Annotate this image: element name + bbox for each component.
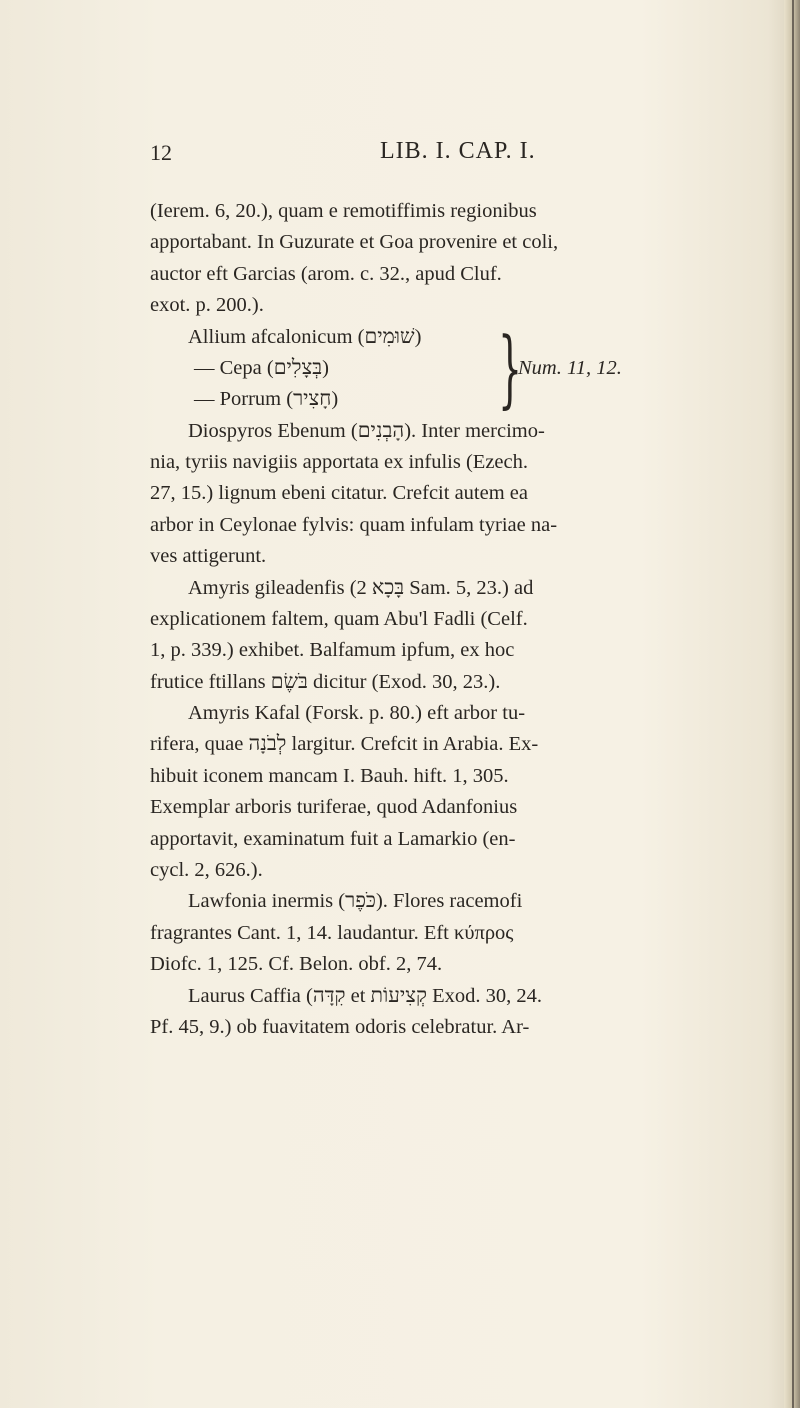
text-line: explicationem faltem, quam Abu'l Fadli (Celf. [150, 607, 528, 630]
running-header [150, 138, 760, 178]
text-line: Pf. 45, 9.) ob fuavitatem odoris celebratur. Ar- [150, 1015, 530, 1038]
text-line: Lawfonia inermis (כֹּפֶר). Flores racemofi [188, 890, 523, 913]
text-line: Diofc. 1, 125. Cf. Belon. obf. 2, 74. [150, 953, 443, 976]
right-brace: } [498, 318, 523, 417]
allium-group [150, 318, 770, 417]
text-line: apportavit, examinatum fuit a Lamarkio (en- [150, 827, 516, 850]
text-line: 27, 15.) lignum ebeni citatur. Crefcit autem ea [150, 482, 528, 505]
running-head: LIB. I. CAP. I. [380, 138, 536, 164]
text-line: Amyris Kafal (Forsk. p. 80.) eft arbor tu- [188, 702, 526, 725]
text-line: cycl. 2, 626.). [150, 859, 263, 882]
text-line: ves attigerunt. [150, 545, 267, 568]
text-line: frutice ftillans בֹּשֶׂם dicitur (Exod. 30, 23.). [150, 670, 501, 693]
text-line: fragrantes Cant. 1, 14. laudantur. Eft κύπρος [150, 921, 514, 944]
text-line: arbor in Ceylonae fylvis: quam infulam tyriae na- [150, 513, 558, 536]
text-line: apportabant. In Guzurate et Goa provenire et coli, [150, 231, 559, 254]
text-line: exot. p. 200.). [150, 294, 264, 317]
entry-porrum: — Porrum (חָצִיר) [194, 387, 339, 410]
text-line: Diospyros Ebenum (הָבְנִים). Inter mercimo- [188, 419, 545, 442]
text-line: Amyris gileadenfis (בָּכָא 2 Sam. 5, 23.) ad [188, 576, 534, 599]
text-line: auctor eft Garcias (arom. c. 32., apud Cluf. [150, 262, 502, 285]
text-line: Exemplar arboris turiferae, quod Adanfonius [150, 796, 518, 819]
page-number: 12 [150, 140, 172, 165]
text-line: 1, p. 339.) exhibet. Balfamum ipfum, ex hoc [150, 639, 515, 662]
entry-cepa: — Cepa (בְּצָלִים) [194, 356, 329, 379]
text-line: rifera, quae לְבֹנָה largitur. Crefcit in Arabia. Ex- [150, 733, 539, 756]
text-line: Laurus Caffia (קִדָּה et קְצִיעוֹת Exod. 30, 24. [188, 984, 542, 1007]
binding-line [792, 0, 794, 1408]
text-line: hibuit iconem mancam I. Bauh. hift. 1, 305. [150, 764, 509, 787]
text-line: (Ierem. 6, 20.), quam e remotiffimis regionibus [150, 200, 537, 222]
text-body [150, 196, 770, 1043]
text-line: nia, tyriis navigiis apportata ex infulis (Ezech. [150, 450, 528, 473]
entry-allium: Allium afcalonicum (שׁוּמִים) [188, 325, 422, 348]
group-reference: Num. 11, 12. [518, 356, 622, 379]
